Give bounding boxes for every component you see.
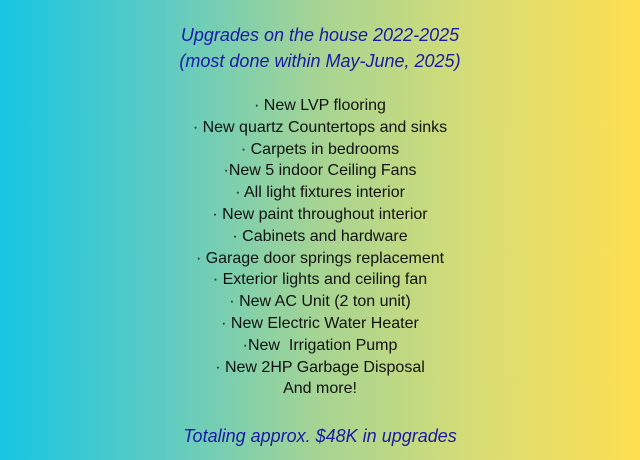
title-line-2: (most done within May-June, 2025): [179, 51, 461, 71]
list-item: · Exterior lights and ceiling fan: [212, 271, 428, 289]
list-item: · New AC Unit (2 ton unit): [229, 293, 411, 311]
list-item: · New LVP flooring: [254, 97, 386, 114]
list-item: And more!: [283, 380, 357, 398]
list-item: · Garage door springs replacement: [195, 249, 445, 267]
list-item: · New quartz Countertops and sinks: [192, 118, 448, 136]
title-line-1: Upgrades on the house 2022-2025: [180, 25, 460, 45]
list-item: · New 2HP Garbage Disposal: [215, 358, 425, 376]
list-item: ·New Irrigation Pump: [242, 336, 398, 354]
upgrades-list: [0, 95, 640, 400]
list-item: · New paint throughout interior: [212, 205, 428, 223]
list-item: · Cabinets and hardware: [232, 227, 408, 245]
list-item: ·New 5 indoor Ceiling Fans: [223, 162, 417, 180]
total-footer: Totaling approx. $48K in upgrades: [183, 426, 457, 446]
list-item: · All light fixtures interior: [235, 184, 405, 202]
list-item: · Carpets in bedrooms: [240, 140, 400, 158]
list-item: · New Electric Water Heater: [221, 314, 419, 332]
